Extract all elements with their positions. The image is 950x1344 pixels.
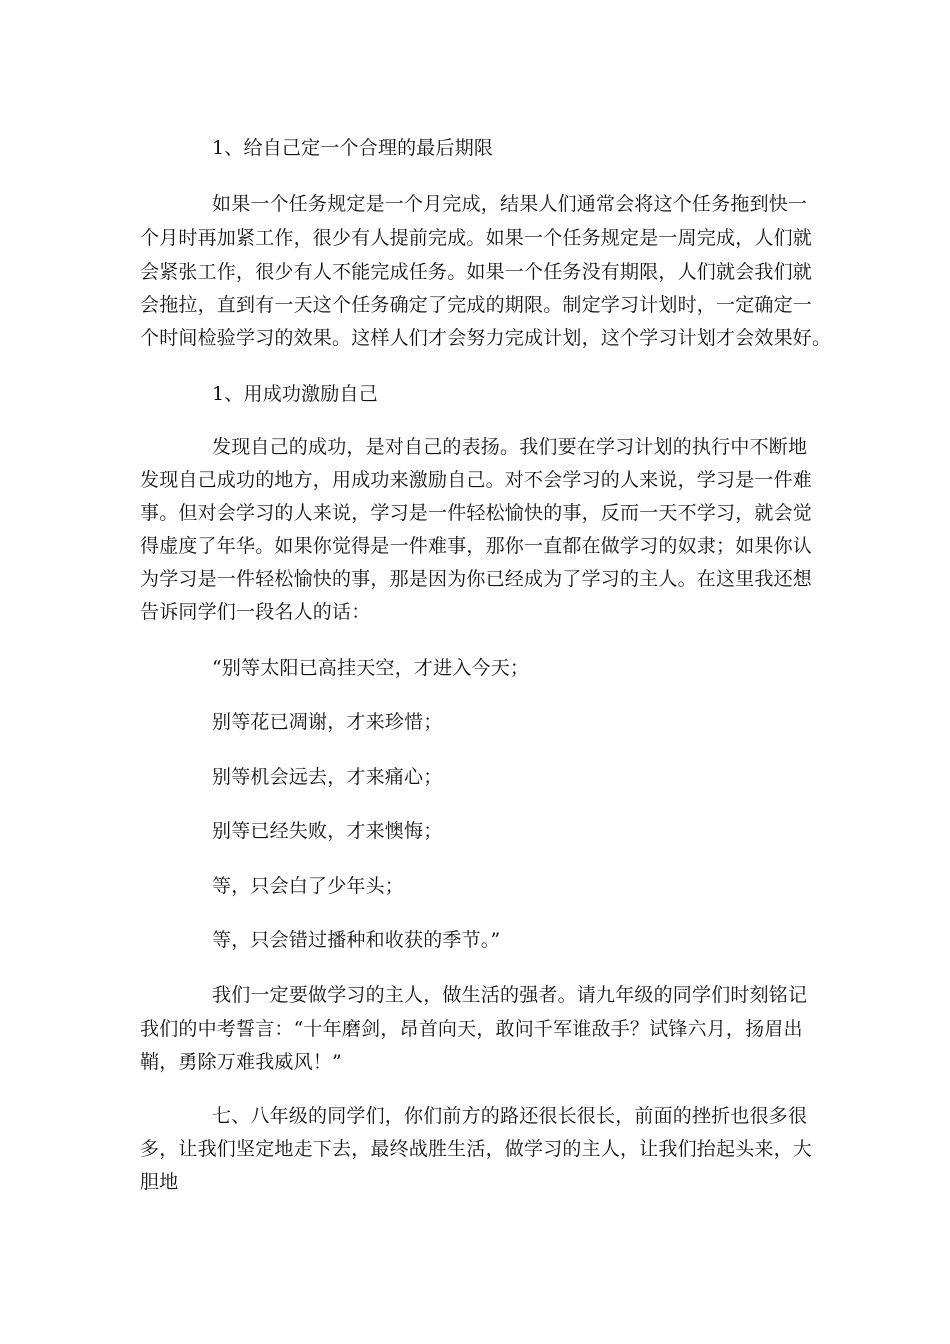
quote-line: 等，只会白了少年头； bbox=[212, 875, 405, 897]
section-heading-success: 1、用成功激励自己 bbox=[212, 383, 378, 405]
paragraph-line: 个月时再加紧工作，很少有人提前完成。如果一个任务规定是一周完成，人们就 bbox=[140, 227, 813, 249]
paragraph-line: 会拖拉，直到有一天这个任务确定了完成的期限。制定学习计划时，一定确定一 bbox=[140, 294, 813, 316]
paragraph-line: 为学习是一件轻松愉快的事，那是因为你已经成为了学习的主人。在这里我还想 bbox=[140, 568, 813, 590]
paragraph-line: 发现自己成功的地方，用成功来激励自己。对不会学习的人来说，学习是一件难 bbox=[140, 469, 813, 491]
paragraph-line: 会紧张工作，很少有人不能完成任务。如果一个任务没有期限，人们就会我们就 bbox=[140, 261, 813, 283]
paragraph-line: 告诉同学们一段名人的话： bbox=[140, 601, 371, 623]
quote-line: 别等花已凋谢，才来珍惜； bbox=[212, 711, 443, 733]
paragraph-line: 多，让我们坚定地走下去，最终战胜生活，做学习的主人，让我们抬起头来，大 bbox=[140, 1138, 813, 1160]
paragraph-line: 七、八年级的同学们，你们前方的路还很长很长，前面的挫折也很多很 bbox=[212, 1105, 808, 1127]
section-heading-deadline: 1、给自己定一个合理的最后期限 bbox=[212, 137, 494, 159]
quote-line: “别等太阳已高挂天空，才进入今天； bbox=[212, 657, 530, 679]
paragraph-line: 我们一定要做学习的主人，做生活的强者。请九年级的同学们时刻铭记 bbox=[212, 984, 808, 1006]
paragraph-line: 如果一个任务规定是一个月完成，结果人们通常会将这个任务拖到快一 bbox=[212, 193, 808, 215]
quote-line: 等，只会错过播种和收获的季节。” bbox=[212, 929, 501, 951]
paragraph-line: 发现自己的成功，是对自己的表扬。我们要在学习计划的执行中不断地 bbox=[212, 436, 808, 458]
paragraph-line: 事。但对会学习的人来说，学习是一件轻松愉快的事，反而一天不学习，就会觉 bbox=[140, 502, 813, 524]
paragraph-line: 我们的中考誓言：“十年磨剑，昂首向天，敢问千军谁敌手？试锋六月，扬眉出 bbox=[140, 1018, 803, 1040]
paragraph-line: 鞘，勇除万难我威风！” bbox=[140, 1051, 342, 1073]
paragraph-line: 得虚度了年华。如果你觉得是一件难事，那你一直都在做学习的奴隶；如果你认 bbox=[140, 535, 813, 557]
quote-line: 别等机会远去，才来痛心； bbox=[212, 766, 443, 788]
paragraph-line: 个时间检验学习的效果。这样人们才会努力完成计划，这个学习计划才会效果好。 bbox=[140, 327, 832, 349]
paragraph-line: 胆地 bbox=[140, 1171, 179, 1193]
quote-line: 别等已经失败，才来懊悔； bbox=[212, 820, 443, 842]
